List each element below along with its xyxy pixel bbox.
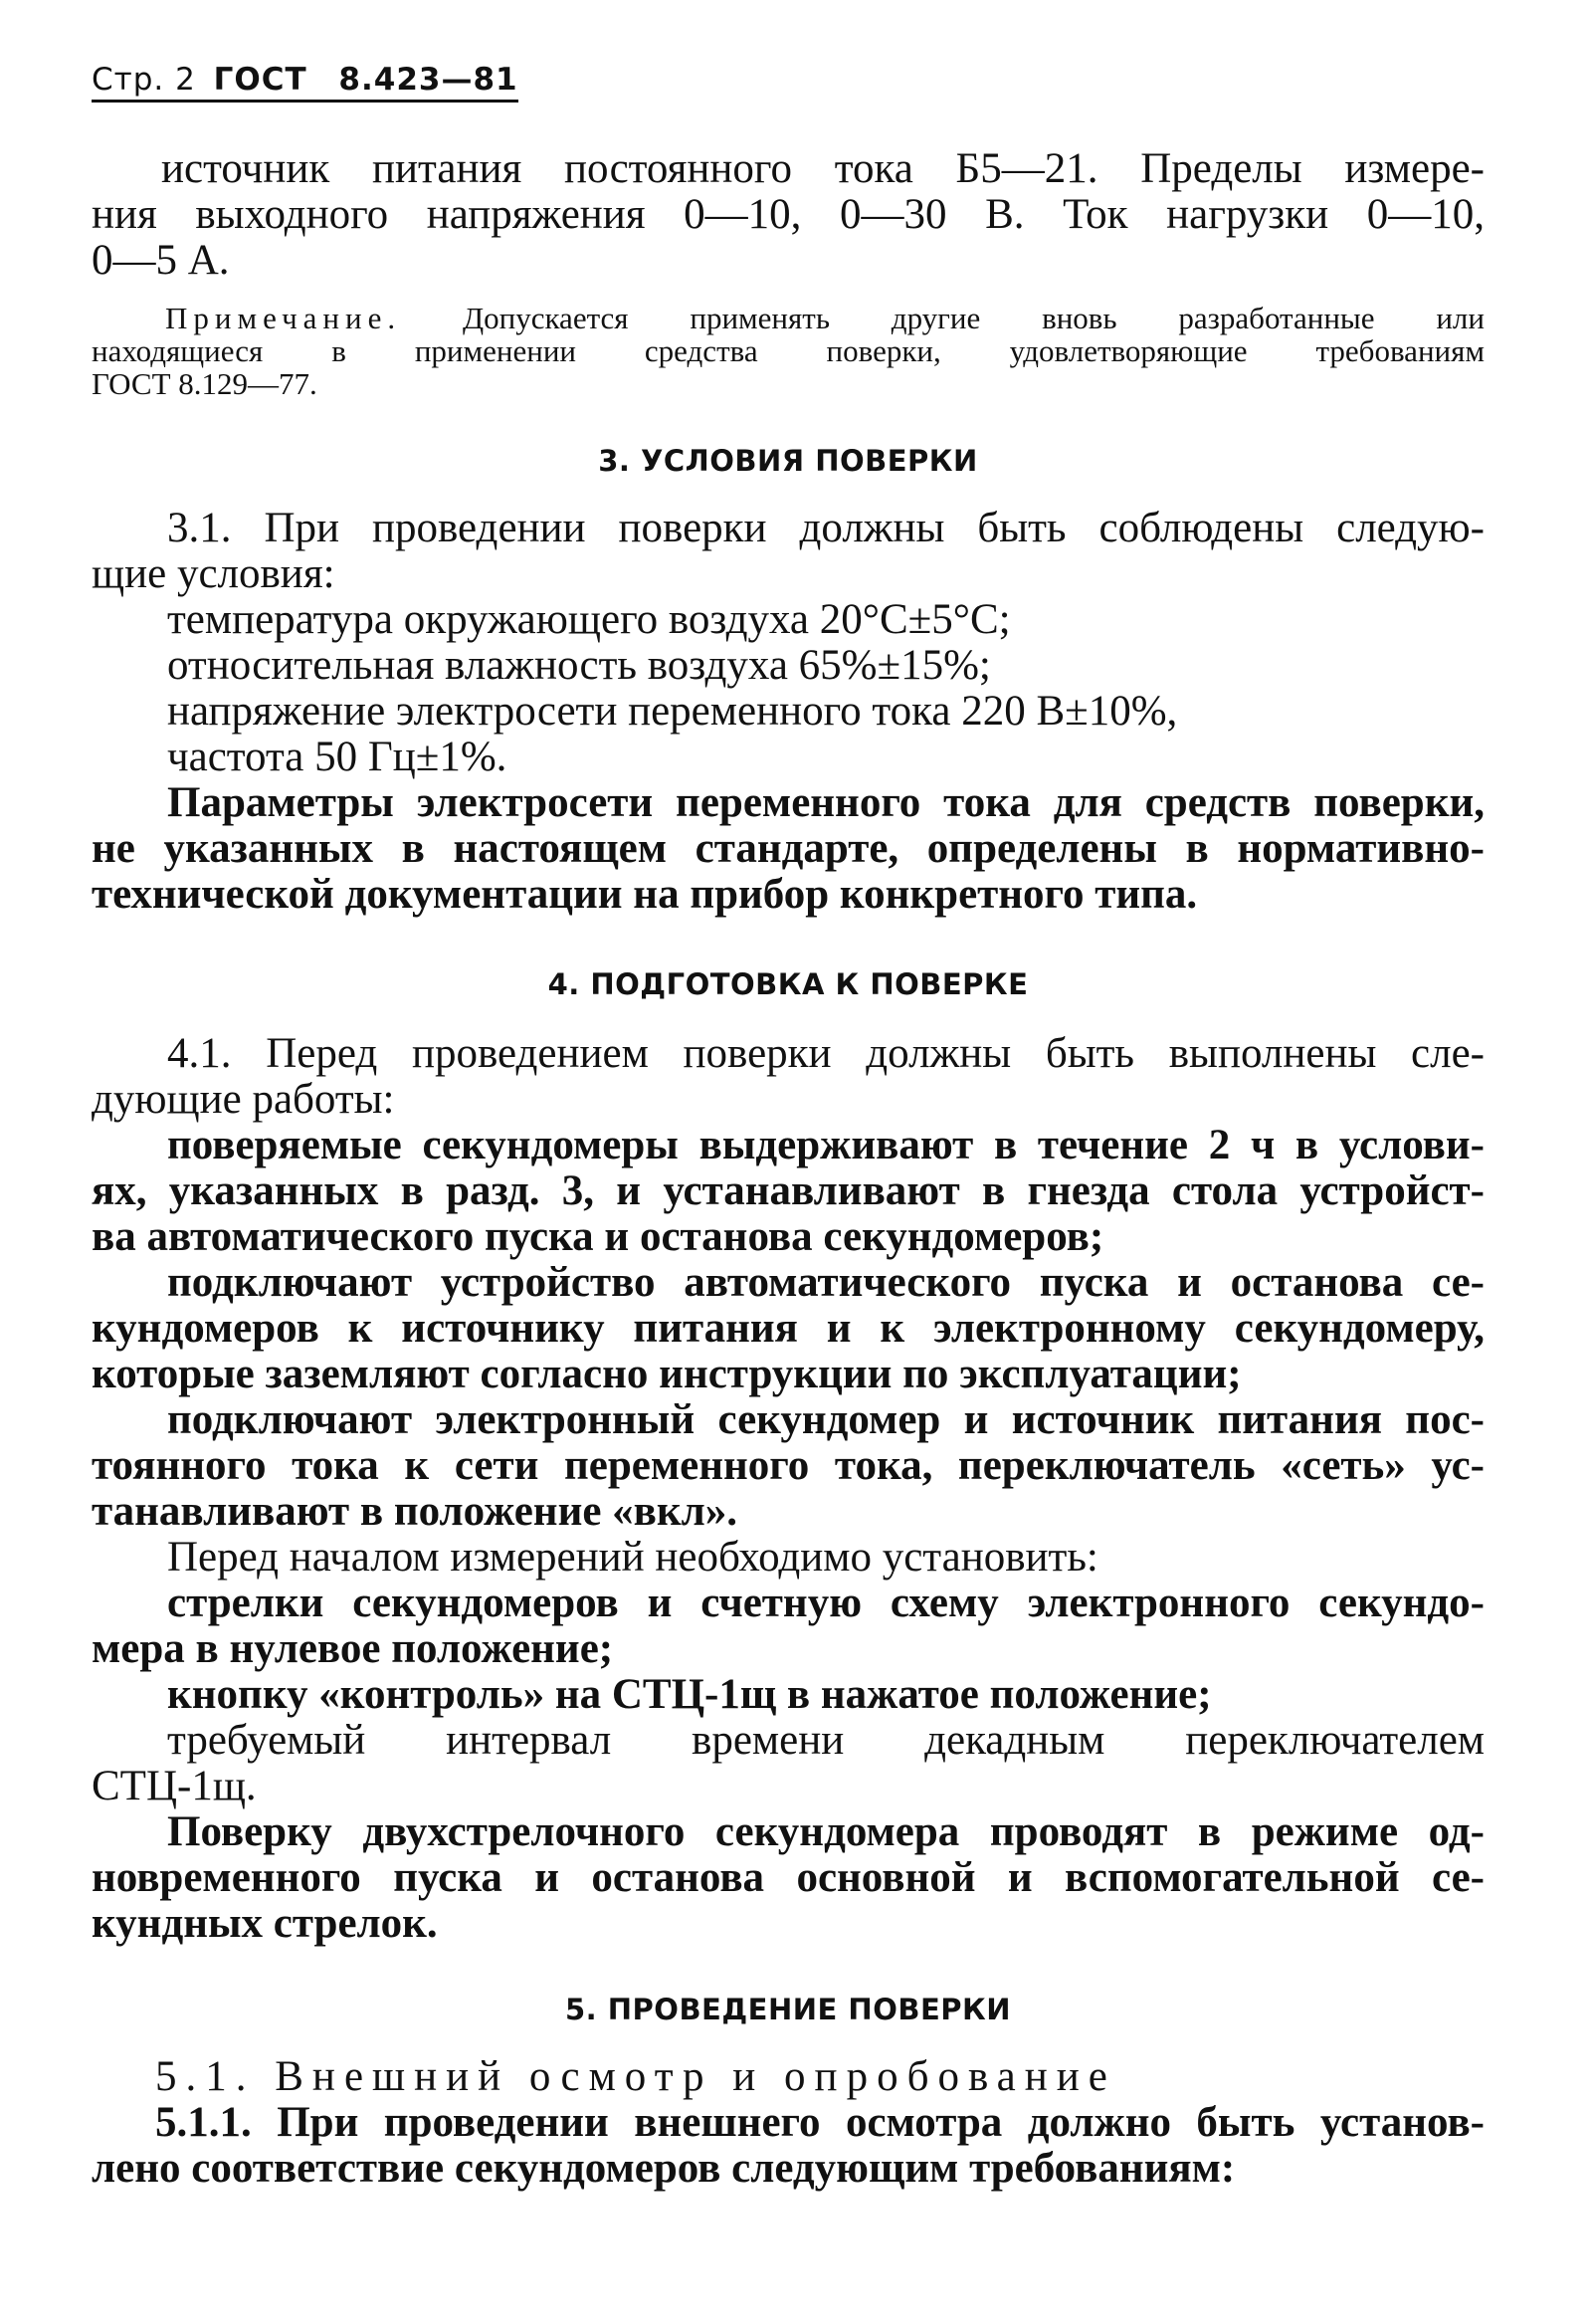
note-label: Примечание.	[165, 301, 402, 335]
note-line: находящиеся в применении средства поверки, удовлетворяющие требованиям	[92, 333, 1485, 368]
section-title: 4. ПОДГОТОВКА К ПОВЕРКЕ	[547, 967, 1029, 1001]
intro-paragraph	[92, 146, 1485, 284]
list-item: частота 50 Гц±1%.	[167, 734, 507, 780]
conditions-list	[92, 597, 1485, 780]
text-line: источник питания постоянного тока Б5—21. Пределы измере-	[161, 145, 1485, 192]
text-line: требуемый интервал времени декадным переключателем	[167, 1717, 1485, 1764]
text-line: 0—5 А.	[92, 237, 230, 284]
text-line: ва автоматического пуска и останова секундомеров;	[92, 1213, 1104, 1260]
text-line: кнопку «контроль» на СТЦ-1щ в нажатое положение;	[167, 1671, 1212, 1718]
list-item: температура окружающего воздуха 20°С±5°С;	[167, 596, 1011, 643]
text-line: кундных стрелок.	[92, 1900, 438, 1947]
note-text: Допускается применять другие вновь разработанные или	[462, 301, 1485, 335]
note-line: ГОСТ 8.129—77.	[92, 366, 317, 401]
section-title: 5. ПРОВЕДЕНИЕ ПОВЕРКИ	[564, 1993, 1012, 2026]
text-line: 3.1. При проведении поверки должны быть соблюдены следую-	[167, 505, 1485, 551]
text-line: Перед началом измерений необходимо установить:	[167, 1534, 1098, 1581]
text-line: новременного пуска и останова основной и вспомогательной се-	[92, 1854, 1485, 1901]
text-line: стрелки секундомеров и счетную схему электронного секундо-	[167, 1580, 1485, 1626]
work-item-1	[92, 1123, 1485, 1260]
set-item-2	[92, 1672, 1485, 1718]
text-line: кундомеров к источнику питания и к электронному секундомеру,	[92, 1305, 1485, 1352]
text-line: ния выходного напряжения 0—10, 0—30 В. Ток нагрузки 0—10,	[92, 191, 1485, 238]
text-line: тоянного тока к сети переменного тока, переключатель «сеть» ус-	[92, 1442, 1485, 1489]
standard-label: ГОСТ	[213, 62, 307, 98]
paragraph-3-1	[92, 506, 1485, 597]
text-line: Параметры электросети переменного тока для средств поверки,	[167, 779, 1485, 826]
text-line: подключают электронный секундомер и источник питания пос-	[167, 1396, 1485, 1443]
document-page	[92, 62, 1485, 2192]
paragraph-5-1-1	[92, 2100, 1485, 2192]
work-item-2	[92, 1260, 1485, 1397]
subsection-heading: 5.1. Внешний осмотр и опробование	[155, 2053, 1116, 2100]
paragraph-4-1	[92, 1031, 1485, 1123]
list-item: напряжение электросети переменного тока 220 В±10%,	[167, 688, 1178, 735]
text-line: ях, указанных в разд. 3, и устанавливают в гнезда стола устройст-	[92, 1167, 1485, 1214]
page-number: Стр. 2	[92, 62, 196, 98]
page-header	[92, 62, 518, 103]
text-line: технической документации на прибор конкретного типа.	[92, 871, 1198, 918]
before-measurement	[92, 1535, 1485, 1581]
note-line	[165, 302, 1485, 334]
standard-code: 8.423—81	[338, 62, 518, 98]
text-line: танавливают в положение «вкл».	[92, 1488, 738, 1535]
text-line: 4.1. Перед проведением поверки должны быть выполнены сле-	[167, 1030, 1485, 1077]
text-line: поверяемые секундомеры выдерживают в течение 2 ч в услови-	[167, 1122, 1485, 1168]
paragraph-3-params	[92, 780, 1485, 918]
text-line: Поверку двухстрелочного секундомера проводят в режиме од-	[167, 1808, 1485, 1855]
note-paragraph	[92, 302, 1485, 400]
text-line: лено соответствие секундомеров следующим требованиям:	[92, 2145, 1236, 2192]
work-item-3	[92, 1397, 1485, 1535]
set-item-1	[92, 1581, 1485, 1672]
text-line: подключают устройство автоматического пуска и останова се-	[167, 1259, 1485, 1306]
text-line: не указанных в настоящем стандарте, определены в нормативно-	[92, 825, 1485, 872]
text-line: щие условия:	[92, 550, 335, 597]
paragraph-4-mode	[92, 1809, 1485, 1947]
set-item-3	[92, 1718, 1485, 1809]
text-line: 5.1.1. При проведении внешнего осмотра должно быть установ-	[155, 2099, 1485, 2146]
section-title: 3. УСЛОВИЯ ПОВЕРКИ	[598, 444, 978, 478]
text-line: мера в нулевое положение;	[92, 1625, 614, 1672]
list-item: относительная влажность воздуха 65%±15%;	[167, 642, 991, 689]
text-line: СТЦ-1щ.	[92, 1763, 257, 1809]
text-line: дующие работы:	[92, 1076, 395, 1123]
text-line: которые заземляют согласно инструкции по эксплуатации;	[92, 1351, 1242, 1397]
